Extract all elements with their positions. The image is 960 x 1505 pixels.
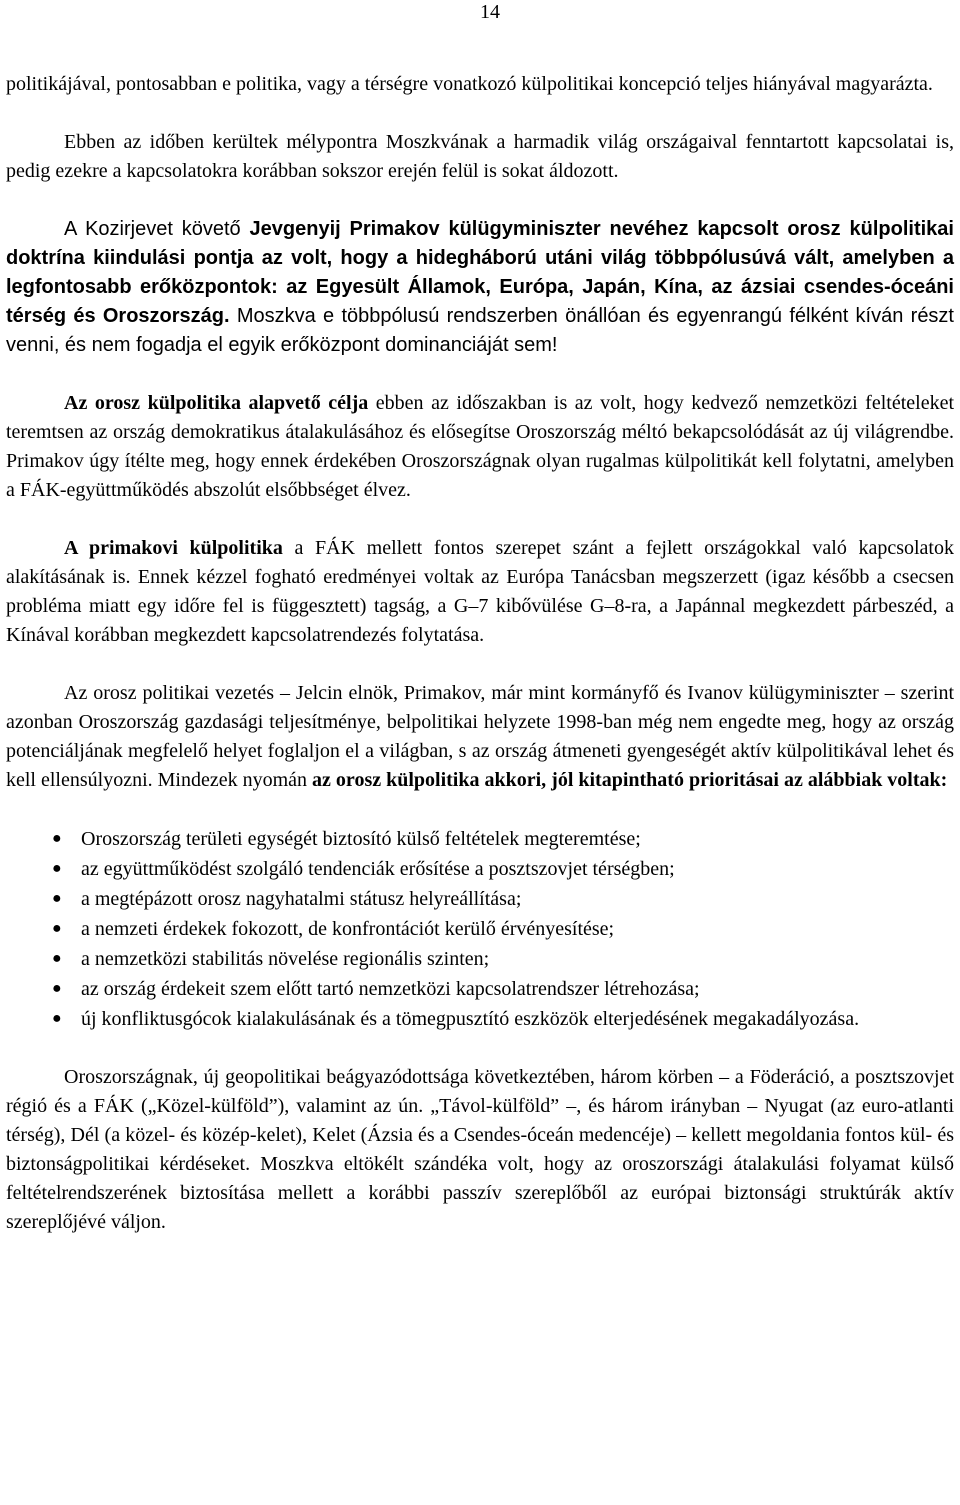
paragraph-3-bold: Jevgenyij Primakov külügyminiszter nevéhez kapcsolt orosz külpolitikai doktrína kiindulási pontja az volt, hogy a hidegháború utáni világ többpólusúvá vált, amelyben a legfontosabb erőközpontok: az Egyesült Államok, Európa, Japán, Kína, az ázsiai csendes-óceáni térség és Oroszország. (6, 218, 954, 327)
paragraph-2: Ebben az időben kerültek mélypontra Moszkvának a harmadik világ országaival fenntartott kapcsolatai is, pedig ezekre a kapcsolatokra korábban sokszor erején felül is sokat áldozott. (6, 131, 954, 182)
list-item (6, 854, 954, 884)
bullet-icon: ● (52, 830, 62, 847)
paragraph-6 (6, 679, 954, 795)
bullet-icon: ● (52, 1010, 62, 1027)
paragraph-5 (6, 534, 954, 650)
paragraph-5-text: a FÁK mellett fontos szerepet szánt a fejlett országokkal való kapcsolatok alakításának is. Ennek kézzel fogható eredményei voltak az Európa Tanácsban megszerzett (igaz később a csecsen probléma miatt egy időre fel is függesztett) tagság, a G–7 kibővülése G–8-ra, a Japánnal megkezdett párbeszéd, a Kínával korábban megkezdett kapcsolatrendezés folytatása. (6, 537, 954, 646)
paragraph-3-lead: A Kozirjevet követő (64, 218, 250, 240)
paragraph-7: Oroszországnak, új geopolitikai beágyazódottsága következtében, három körben – a Föderáció, a posztszovjet régió és a FÁK („Közel-külföld”), valamint az ún. „Távol-külföld” –, és három irányban – Nyugat (az euro-atlanti térség), Dél (a közel- és közép-kelet), Kelet (Ázsia és a Csendes-óceán medencéje) – kellett megoldania fontos kül- és biztonságpolitikai kérdéseket. Moszkva eltökélt szándéka volt, hogy az oroszországi átalakulási folyamat külső feltételrendszerének biztosítása mellett a korábbi passzív szereplőből az európai biztonsági struktúrák aktív szereplőjévé váljon. (6, 1066, 954, 1233)
paragraph-6-text: Az orosz politikai vezetés – Jelcin elnök, Primakov, már mint kormányfő és Ivanov külügyminiszter – szerint azonban Oroszország gazdasági teljesítménye, belpolitikai helyzete 1998-ban még nem engedte meg, hogy az ország potenciáljának megfelelő helyet foglaljon el a világban, s az ország átmeneti gyengeségét aktív külpolitikával lehet és kell ellensúlyozni. Mindezek nyomán (6, 682, 954, 791)
list-item (6, 1004, 954, 1034)
list-item (6, 824, 954, 854)
list-item-text: a nemzeti érdekek fokozott, de konfrontációt kerülő érvényesítése; (81, 918, 615, 940)
list-item (6, 884, 954, 914)
bullet-icon: ● (52, 950, 62, 967)
list-item-text: a nemzetközi stabilitás növelése regionális szinten; (81, 948, 490, 970)
paragraph-6-bold: az orosz külpolitika akkori, jól kitapintható prioritásai az alábbiak voltak: (312, 769, 948, 791)
paragraph-3 (6, 215, 954, 360)
paragraph-4-bold: Az orosz külpolitika alapvető célja (64, 392, 369, 414)
bullet-icon: ● (52, 890, 62, 907)
list-item (6, 974, 954, 1004)
paragraph-3-tail: Moszkva e többpólusú rendszerben önállóan és egyenrangú félként kíván részt venni, és nem fogadja el egyik erőközpont dominanciáját sem! (6, 305, 954, 356)
paragraph-4 (6, 389, 954, 505)
paragraph-1: politikájával, pontosabban e politika, vagy a térségre vonatkozó külpolitikai koncepció teljes hiányával magyarázta. (6, 73, 933, 95)
list-item (6, 914, 954, 944)
list-item-text: a megtépázott orosz nagyhatalmi státusz helyreállítása; (81, 888, 522, 910)
bullet-icon: ● (52, 920, 62, 937)
page-number: 14 (480, 1, 500, 23)
list-item-text: az együttműködést szolgáló tendenciák erősítése a posztszovjet térségben; (81, 858, 675, 880)
bullet-icon: ● (52, 860, 62, 877)
priorities-list (6, 824, 954, 1034)
list-item-text: Oroszország területi egységét biztosító külső feltételek megteremtése; (81, 828, 641, 850)
paragraph-5-bold: A primakovi külpolitika (64, 537, 283, 559)
list-item-text: az ország érdekeit szem előtt tartó nemzetközi kapcsolatrendszer létrehozása; (81, 978, 700, 1000)
document-body (6, 70, 954, 1237)
list-item (6, 944, 954, 974)
list-item-text: új konfliktusgócok kialakulásának és a tömegpusztító eszközök elterjedésének megakadályozása. (81, 1008, 860, 1030)
paragraph-4-text: ebben az időszakban is az volt, hogy kedvező nemzetközi feltételeket teremtsen az ország demokratikus átalakulásához és elősegítse Oroszország méltó bekapcsolódását az új világrendbe. Primakov úgy ítélte meg, hogy ennek érdekében Oroszországnak olyan rugalmas külpolitikát kell folytatni, amelyben a FÁK-együttműködés abszolút elsőbbséget élvez. (6, 392, 955, 501)
bullet-icon: ● (52, 980, 62, 997)
